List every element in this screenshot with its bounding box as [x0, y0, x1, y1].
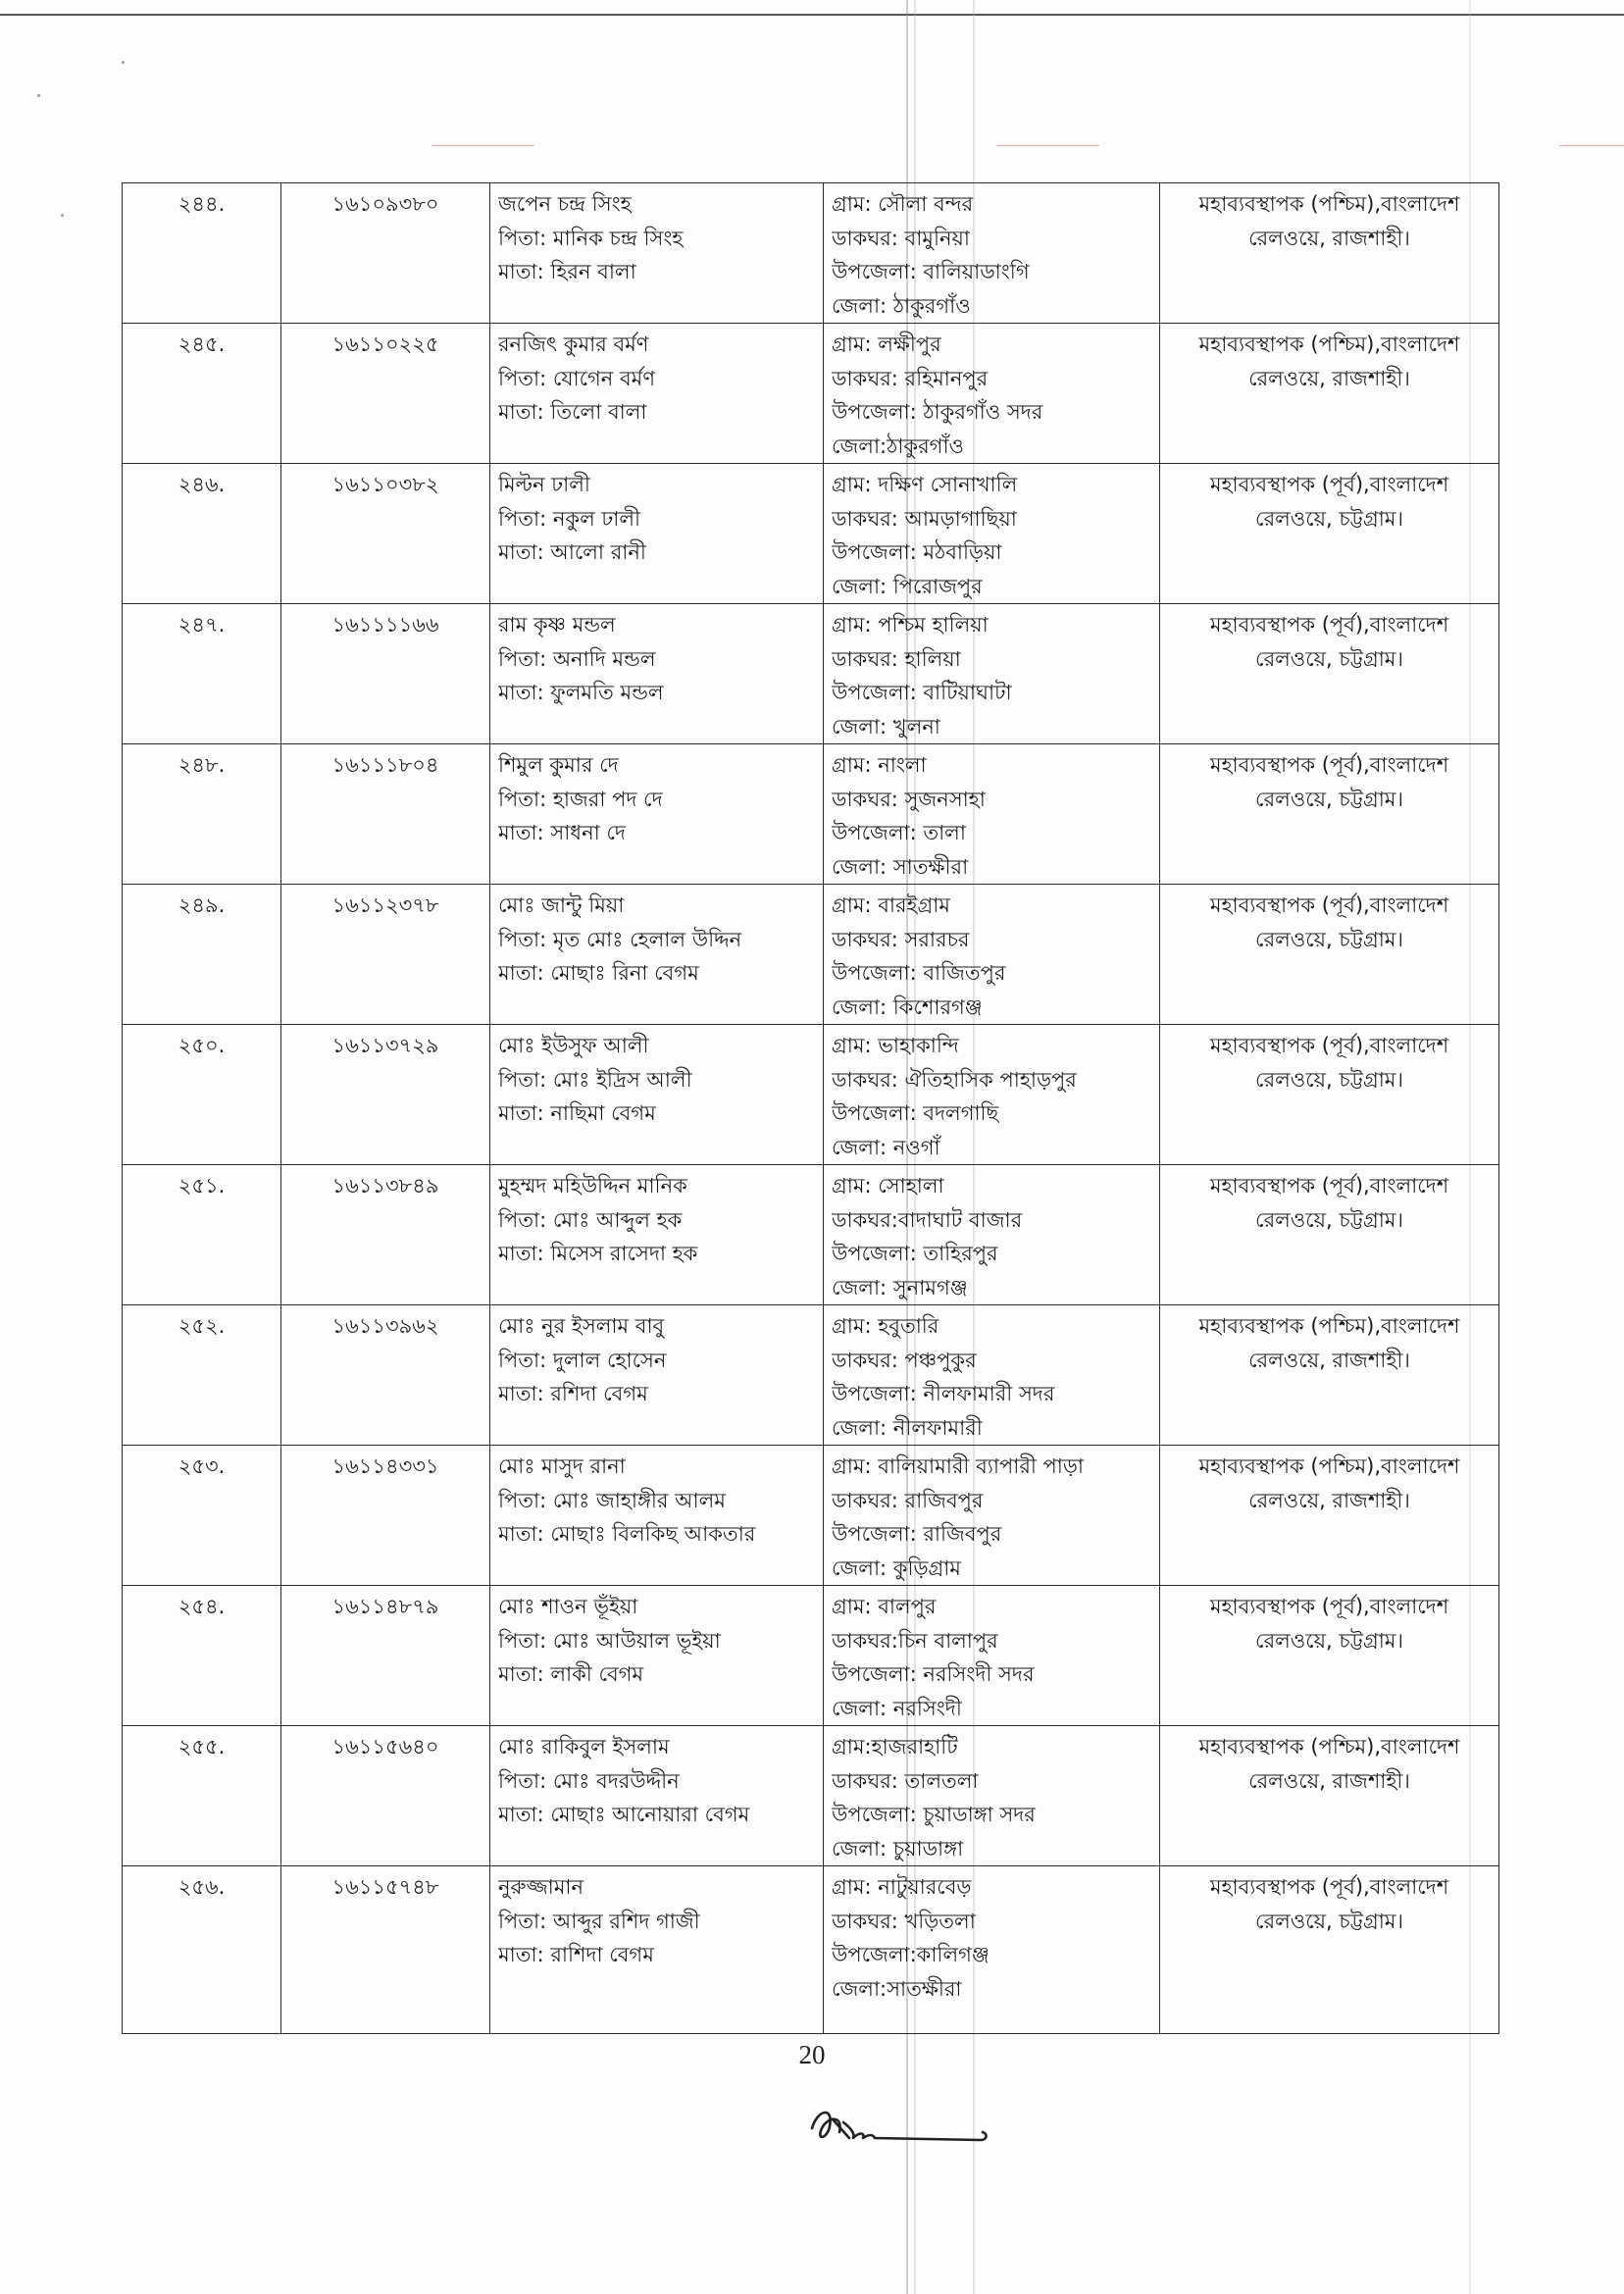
office-line: মহাব্যবস্থাপক (পূর্ব),বাংলাদেশ	[1209, 1875, 1449, 1899]
serial-cell	[123, 183, 281, 324]
name-line: মাতা: রশিদা বেগম	[498, 1382, 648, 1405]
address-line: উপজেলা: চুয়াডাঙ্গা সদর	[832, 1803, 1036, 1826]
address-line: গ্রাম: ভাহাকান্দি	[832, 1034, 959, 1057]
office-cell	[1160, 1586, 1499, 1726]
serial-number: ২৪৯.	[178, 893, 226, 917]
office-line: রেলওয়ে, রাজশাহী।	[1248, 226, 1410, 250]
office-line: মহাব্যবস্থাপক (পশ্চিম),বাংলাদেশ	[1198, 192, 1460, 216]
office-line: মহাব্যবস্থাপক (পূর্ব),বাংলাদেশ	[1209, 473, 1449, 496]
roll-cell	[281, 183, 490, 324]
roll-cell	[281, 604, 490, 744]
office-line: মহাব্যবস্থাপক (পশ্চিম),বাংলাদেশ	[1198, 1735, 1460, 1759]
table-row	[123, 604, 1499, 744]
address-line: উপজেলা: বাজিতপুর	[832, 961, 1006, 985]
office-line: রেলওয়ে, রাজশাহী।	[1248, 366, 1410, 390]
address-line: উপজেলা: মঠবাড়িয়া	[832, 540, 1002, 564]
office-line: মহাব্যবস্থাপক (পূর্ব),বাংলাদেশ	[1209, 613, 1449, 637]
roll-number: ১৬১১০২২৫	[331, 332, 439, 356]
name-line: পিতা: নকুল ঢালী	[498, 506, 641, 531]
name-line: পিতা: হাজরা পদ দে	[498, 787, 663, 811]
name-line: মোঃ জান্টু মিয়া	[498, 893, 625, 917]
roll-number: ১৬১১৫৬৪০	[331, 1735, 439, 1759]
serial-cell	[123, 324, 281, 464]
serial-cell	[123, 744, 281, 885]
roll-number: ১৬১১৪৮৭৯	[331, 1595, 439, 1618]
table-row	[123, 885, 1499, 1025]
address-cell	[824, 1165, 1160, 1305]
office-line: রেলওয়ে, চট্টগ্রাম।	[1255, 1207, 1403, 1232]
name-cell	[490, 1165, 824, 1305]
name-line: পিতা: দুলাল হোসেন	[498, 1348, 667, 1372]
address-line: গ্রাম: দক্ষিণ সোনাখালি	[832, 473, 1018, 496]
roll-number: ১৬১১৩৮৪৯	[331, 1174, 439, 1198]
address-line: ডাকঘর: রহিমানপুর	[832, 366, 989, 390]
name-cell	[490, 464, 824, 604]
office-line: রেলওয়ে, রাজশাহী।	[1248, 1348, 1410, 1372]
address-line: গ্রাম: সোহালা	[832, 1174, 944, 1198]
office-cell	[1160, 1165, 1499, 1305]
address-cell	[824, 744, 1160, 885]
page-number: 20	[798, 2040, 826, 2069]
address-line: গ্রাম: বালপুর	[832, 1595, 937, 1618]
roll-number: ১৬১১১১৬৬	[331, 613, 439, 637]
roster-body	[123, 183, 1499, 2034]
address-line: ডাকঘর: সুজনসাহা	[832, 787, 986, 811]
address-cell	[824, 1866, 1160, 2034]
address-line: উপজেলা: বালিয়াডাংগি	[832, 260, 1030, 283]
office-line: রেলওয়ে, চট্টগ্রাম।	[1255, 1628, 1403, 1653]
address-line: উপজেলা:কালিগঞ্জ	[832, 1943, 990, 1966]
serial-number: ২৪৫.	[178, 332, 226, 356]
address-line: উপজেলা: বদলগাছি	[832, 1101, 999, 1125]
name-cell	[490, 744, 824, 885]
serial-cell	[123, 885, 281, 1025]
name-line: শিমুল কুমার দে	[498, 753, 619, 777]
name-cell	[490, 1446, 824, 1586]
serial-number: ২৫৪.	[178, 1595, 226, 1618]
address-line: ডাকঘর: বামুনিয়া	[832, 226, 970, 250]
address-cell	[824, 1025, 1160, 1165]
address-line: জেলা:সাতক্ষীরা	[832, 1976, 962, 2001]
table-row	[123, 1305, 1499, 1446]
roll-cell	[281, 1726, 490, 1866]
office-line: মহাব্যবস্থাপক (পূর্ব),বাংলাদেশ	[1209, 1174, 1449, 1198]
top-rule	[0, 14, 1624, 16]
office-line: রেলওয়ে, চট্টগ্রাম।	[1255, 787, 1403, 811]
address-line: জেলা: চুয়াডাঙ্গা	[832, 1836, 964, 1861]
roll-number: ১৬১১৪৩৩১	[331, 1454, 439, 1478]
name-line: পিতা: মোঃ ইদ্রিস আলী	[498, 1067, 692, 1092]
name-line: মিল্টন ঢালী	[498, 473, 590, 496]
address-line: জেলা: নওগাঁ	[832, 1135, 940, 1159]
address-cell	[824, 1726, 1160, 1866]
address-line: উপজেলা: বাটিয়াঘাটা	[832, 681, 1012, 704]
address-line: জেলা: সুনামগঞ্জ	[832, 1275, 968, 1300]
address-line: গ্রাম: হবুতারি	[832, 1314, 939, 1338]
scan-speck	[61, 214, 64, 217]
office-line: রেলওয়ে, চট্টগ্রাম।	[1255, 1909, 1403, 1933]
address-line: গ্রাম: বালিয়ামারী ব্যাপারী পাড়া	[832, 1454, 1084, 1478]
address-line: ডাকঘর: তালতলা	[832, 1768, 979, 1793]
name-line: মুহম্মদ মহিউদ্দিন মানিক	[498, 1174, 687, 1198]
office-cell	[1160, 183, 1499, 324]
name-cell	[490, 324, 824, 464]
roll-cell	[281, 744, 490, 885]
address-line: জেলা: নীলফামারী	[832, 1415, 983, 1440]
address-line: জেলা: নরসিংদী	[832, 1696, 962, 1720]
office-cell	[1160, 1025, 1499, 1165]
roll-number: ১৬১১৩৯৬২	[331, 1314, 439, 1338]
serial-number: ২৪৭.	[178, 613, 226, 637]
serial-cell	[123, 1446, 281, 1586]
table-row	[123, 183, 1499, 324]
office-line: রেলওয়ে, চট্টগ্রাম।	[1255, 927, 1403, 951]
address-cell	[824, 324, 1160, 464]
table-row	[123, 324, 1499, 464]
address-cell	[824, 604, 1160, 744]
address-cell	[824, 1586, 1160, 1726]
roll-cell	[281, 1165, 490, 1305]
address-line: গ্রাম: লক্ষীপুর	[832, 332, 941, 356]
address-line: জেলা: কিশোরগঞ্জ	[832, 994, 983, 1019]
name-cell	[490, 1726, 824, 1866]
serial-number: ২৫৫.	[178, 1735, 226, 1759]
address-line: জেলা: ঠাকুরগাঁও	[832, 293, 971, 318]
name-cell	[490, 1025, 824, 1165]
roll-cell	[281, 1586, 490, 1726]
address-line: ডাকঘর: আমড়াগাছিয়া	[832, 506, 1017, 531]
name-line: মাতা: মোছাঃ রিনা বেগম	[498, 961, 699, 985]
name-line: মাতা: আলো রানী	[498, 540, 646, 564]
serial-number: ২৪৮.	[178, 753, 226, 777]
address-line: উপজেলা: রাজিবপুর	[832, 1522, 1002, 1546]
roll-cell	[281, 324, 490, 464]
name-line: মাতা: মোছাঃ বিলকিছ আকতার	[498, 1522, 756, 1546]
address-line: গ্রাম:হাজরাহাটি	[832, 1735, 958, 1759]
serial-number: ২৪৬.	[178, 473, 226, 496]
address-line: উপজেলা: ঠাকুরগাঁও সদর	[832, 400, 1043, 424]
office-line: মহাব্যবস্থাপক (পূর্ব),বাংলাদেশ	[1209, 1034, 1449, 1057]
name-line: পিতা: আব্দুর রশিদ গাজী	[498, 1909, 700, 1933]
serial-number: ২৫২.	[178, 1314, 226, 1338]
serial-cell	[123, 464, 281, 604]
serial-cell	[123, 1165, 281, 1305]
address-line: ডাকঘর: ঐতিহাসিক পাহাড়পুর	[832, 1067, 1077, 1092]
roll-cell	[281, 1446, 490, 1586]
office-cell	[1160, 744, 1499, 885]
name-line: পিতা: মৃত মোঃ হেলাল উদ্দিন	[498, 927, 742, 951]
office-line: রেলওয়ে, রাজশাহী।	[1248, 1488, 1410, 1512]
address-line: ডাকঘর: রাজিবপুর	[832, 1488, 984, 1512]
roll-cell	[281, 464, 490, 604]
address-line: গ্রাম: সৌলা বন্দর	[832, 192, 974, 216]
name-cell	[490, 1866, 824, 2034]
address-line: গ্রাম: বারইগ্রাম	[832, 893, 950, 917]
address-cell	[824, 1305, 1160, 1446]
table-row	[123, 1446, 1499, 1586]
roll-cell	[281, 1305, 490, 1446]
roll-number: ১৬১১১৮০৪	[331, 753, 439, 777]
scan-red-mark	[1559, 145, 1624, 146]
address-line: জেলা:ঠাকুরগাঁও	[832, 433, 964, 458]
serial-cell	[123, 1726, 281, 1866]
name-line: পিতা: মোঃ আব্দুল হক	[498, 1207, 683, 1232]
name-line: মাতা: ফুলমতি মন্ডল	[498, 681, 664, 704]
address-line: ডাকঘর: সরারচর	[832, 927, 970, 951]
name-cell	[490, 604, 824, 744]
address-line: ডাকঘর:চিন বালাপুর	[832, 1628, 998, 1653]
table-row	[123, 1726, 1499, 1866]
address-cell	[824, 885, 1160, 1025]
name-line: মাতা: নাছিমা বেগম	[498, 1101, 656, 1125]
name-line: মোঃ মাসুদ রানা	[498, 1454, 626, 1478]
office-cell	[1160, 324, 1499, 464]
office-line: রেলওয়ে, চট্টগ্রাম।	[1255, 1067, 1403, 1092]
office-line: মহাব্যবস্থাপক (পূর্ব),বাংলাদেশ	[1209, 1595, 1449, 1618]
name-line: মাতা: রাশিদা বেগম	[498, 1943, 654, 1966]
office-cell	[1160, 1446, 1499, 1586]
roll-number: ১৬১০৯৩৮০	[331, 192, 439, 216]
address-cell	[824, 1446, 1160, 1586]
roll-number: ১৬১১২৩৭৮	[331, 893, 439, 917]
name-line: মাতা: লাকী বেগম	[498, 1662, 644, 1686]
roll-cell	[281, 1866, 490, 2034]
name-line: মোঃ ইউসুফ আলী	[498, 1034, 649, 1057]
serial-cell	[123, 1586, 281, 1726]
name-line: পিতা: যোগেন বর্মণ	[498, 366, 656, 390]
office-line: মহাব্যবস্থাপক (পশ্চিম),বাংলাদেশ	[1198, 332, 1460, 356]
office-line: রেলওয়ে, চট্টগ্রাম।	[1255, 506, 1403, 531]
office-line: রেলওয়ে, চট্টগ্রাম।	[1255, 646, 1403, 671]
office-cell	[1160, 1305, 1499, 1446]
name-line: পিতা: মোঃ জাহাঙ্গীর আলম	[498, 1488, 726, 1512]
name-line: মাতা: তিলো বালা	[498, 400, 647, 424]
address-cell	[824, 464, 1160, 604]
address-line: ডাকঘর:বাদাঘাট বাজার	[832, 1207, 1023, 1232]
address-line: ডাকঘর: খড়িতলা	[832, 1909, 976, 1933]
table-row	[123, 1586, 1499, 1726]
serial-cell	[123, 1866, 281, 2034]
name-line: রনজিৎ কুমার বর্মণ	[498, 332, 649, 356]
scan-speck	[122, 61, 125, 64]
address-line: ডাকঘর: পঞ্চপুকুর	[832, 1348, 977, 1372]
office-line: মহাব্যবস্থাপক (পশ্চিম),বাংলাদেশ	[1198, 1314, 1460, 1338]
office-cell	[1160, 464, 1499, 604]
address-line: গ্রাম: পশ্চিম হালিয়া	[832, 613, 989, 637]
serial-number: ২৫১.	[178, 1174, 226, 1198]
address-line: জেলা: কুড়িগ্রাম	[832, 1555, 961, 1580]
address-line: উপজেলা: তাহিরপুর	[832, 1242, 998, 1265]
table-row	[123, 1165, 1499, 1305]
name-line: রাম কৃষ্ণ মন্ডল	[498, 613, 616, 637]
scan-speck	[37, 94, 40, 97]
office-line: মহাব্যবস্থাপক (পশ্চিম),বাংলাদেশ	[1198, 1454, 1460, 1478]
scan-red-mark	[431, 145, 534, 146]
signature-icon	[804, 2099, 990, 2158]
address-line: জেলা: খুলনা	[832, 714, 940, 739]
office-line: মহাব্যবস্থাপক (পূর্ব),বাংলাদেশ	[1209, 753, 1449, 777]
name-line: পিতা: মানিক চন্দ্র সিংহ	[498, 226, 684, 250]
name-line: মাতা: সাধনা দে	[498, 821, 626, 844]
address-line: জেলা: সাতক্ষীরা	[832, 854, 969, 879]
name-cell	[490, 885, 824, 1025]
name-line: জপেন চন্দ্র সিংহ	[498, 192, 632, 216]
serial-number: ২৫৬.	[178, 1875, 226, 1899]
name-line: নুরুজ্জামান	[498, 1875, 584, 1899]
roll-number: ১৬১১৩৭২৯	[331, 1034, 439, 1057]
table-row	[123, 1025, 1499, 1165]
office-line: মহাব্যবস্থাপক (পূর্ব),বাংলাদেশ	[1209, 893, 1449, 917]
name-cell	[490, 1305, 824, 1446]
name-line: মোঃ রাকিবুল ইসলাম	[498, 1735, 670, 1759]
address-line: উপজেলা: তালা	[832, 821, 966, 844]
name-line: মোঃ নুর ইসলাম বাবু	[498, 1314, 665, 1338]
table-row	[123, 744, 1499, 885]
address-line: গ্রাম: নাটুয়ারবেড়	[832, 1875, 972, 1899]
name-line: মাতা: মিসেস রাসেদা হক	[498, 1242, 698, 1265]
address-cell	[824, 183, 1160, 324]
name-line: পিতা: মোঃ আউয়াল ভূইয়া	[498, 1628, 721, 1653]
serial-number: ২৫০.	[178, 1034, 226, 1057]
office-cell	[1160, 604, 1499, 744]
name-cell	[490, 183, 824, 324]
office-line: রেলওয়ে, রাজশাহী।	[1248, 1768, 1410, 1793]
serial-number: ২৪৪.	[178, 192, 226, 216]
name-line: মাতা: মোছাঃ আনোয়ারা বেগম	[498, 1803, 750, 1826]
office-cell	[1160, 1866, 1499, 2034]
address-line: গ্রাম: নাংলা	[832, 753, 927, 777]
serial-number: ২৫৩.	[178, 1454, 226, 1478]
address-line: জেলা: পিরোজপুর	[832, 574, 983, 598]
scan-red-mark	[996, 145, 1099, 146]
roll-cell	[281, 1025, 490, 1165]
roll-cell	[281, 885, 490, 1025]
office-cell	[1160, 1726, 1499, 1866]
roll-number: ১৬১১০৩৮২	[331, 473, 439, 496]
name-line: মোঃ শাওন ভূঁইয়া	[498, 1595, 638, 1618]
name-cell	[490, 1586, 824, 1726]
address-line: ডাকঘর: হালিয়া	[832, 646, 961, 671]
serial-cell	[123, 1305, 281, 1446]
address-line: উপজেলা: নীলফামারী সদর	[832, 1382, 1055, 1405]
roster-table	[122, 182, 1499, 2034]
serial-cell	[123, 1025, 281, 1165]
serial-cell	[123, 604, 281, 744]
name-line: মাতা: হিরন বালা	[498, 260, 636, 283]
table-row	[123, 1866, 1499, 2034]
name-line: পিতা: অনাদি মন্ডল	[498, 646, 656, 671]
roll-number: ১৬১১৫৭৪৮	[331, 1875, 439, 1899]
office-cell	[1160, 885, 1499, 1025]
address-line: উপজেলা: নরসিংদী সদর	[832, 1662, 1035, 1686]
name-line: পিতা: মোঃ বদরউদ্দীন	[498, 1768, 680, 1793]
table-row	[123, 464, 1499, 604]
